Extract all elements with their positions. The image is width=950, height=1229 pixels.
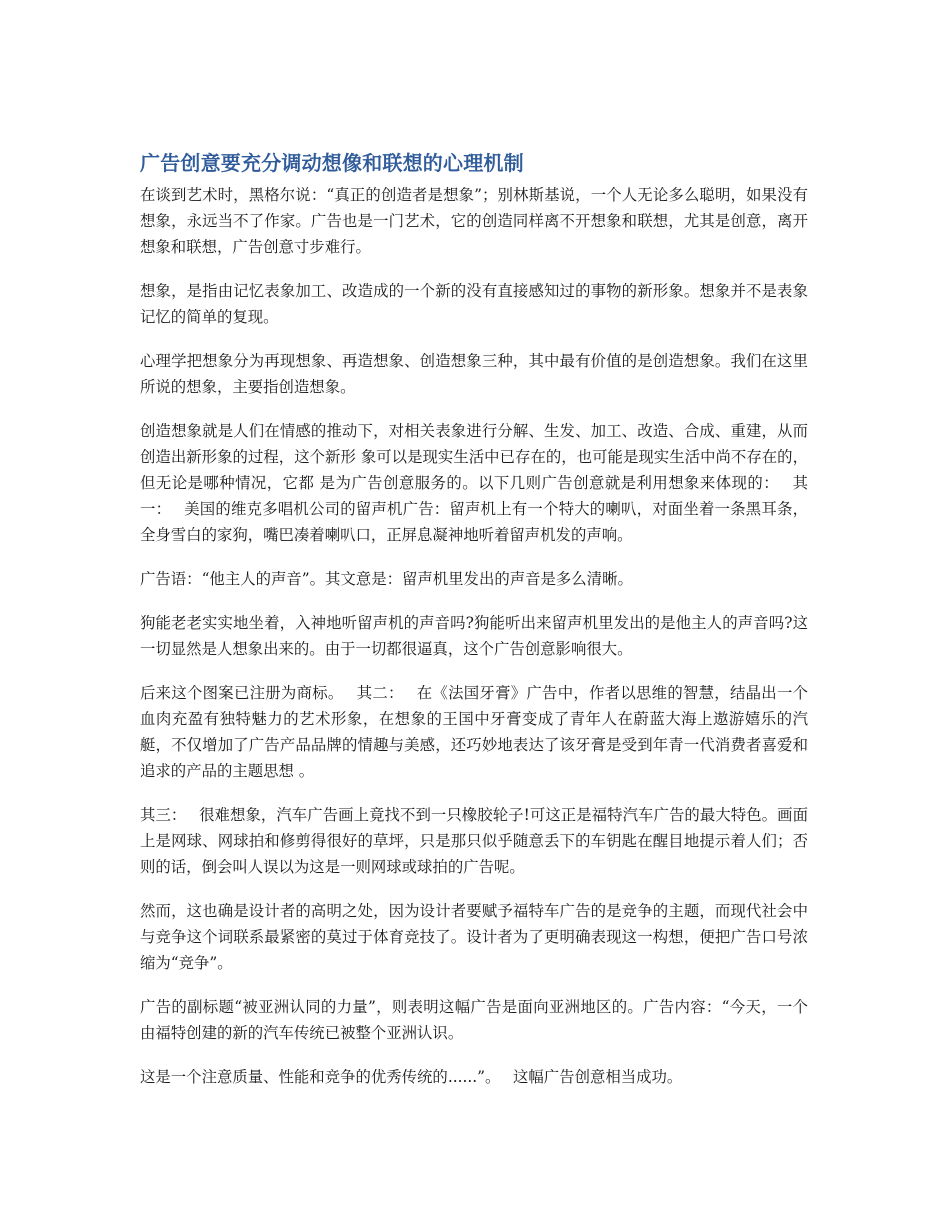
document-page — [140, 148, 808, 1108]
paragraph-9: 然而，这也确是设计者的高明之处，因为设计者要赋予福特车广告的是竞争的主题，而现代社会中与竞争这个词联系最紧密的莫过于体育竞技了。设计者为了更明确表现这一构想，便把广告口号浓缩为“竞争”。 — [140, 902, 808, 972]
paragraph-3: 心理学把想象分为再现想象、再造想象、创造想象三种，其中最有价值的是创造想象。我们在这里所说的想象，主要指创造想象。 — [140, 352, 808, 396]
paragraph-8: 其三： 很难想象，汽车广告画上竟找不到一只橡胶轮子!可这正是福特汽车广告的最大特色。画面上是网球、网球拍和修剪得很好的草坪，只是那只似乎随意丢下的车钥匙在醒目地提示着人们；否则的话，倒会叫人误以为这是一则网球或球拍的广告呢。 — [140, 806, 808, 876]
paragraph-2: 想象，是指由记忆表象加工、改造成的一个新的没有直接感知过的事物的新形象。想象并不是表象记忆的简单的复现。 — [140, 282, 808, 326]
document-title: 广告创意要充分调动想像和联想的心理机制 — [140, 151, 524, 175]
paragraph-7: 后来这个图案已注册为商标。 其二： 在《法国牙膏》广告中，作者以思维的智慧，结晶出一个血肉充盈有独特魅力的艺术形象，在想象的王国中牙膏变成了青年人在蔚蓝大海上遨游嬉乐的汽艇，不仅增加了广告产品品牌的情趣与美感，还巧妙地表达了该牙膏是受到年青一代消费者喜爱和追求的产品的主题思想 。 — [140, 684, 808, 780]
paragraph-4: 创造想象就是人们在情感的推动下，对相关表象进行分解、生发、加工、改造、合成、重建，从而创造出新形象的过程，这个新形 象可以是现实生活中已存在的，也可能是现实生活中尚不存在的，但无论是哪种情况，它都 是为广告创意服务的。以下几则广告创意就是利用想象来体现的： 其一： 美国的维克多唱机公司的留声机广告：留声机上有一个特大的喇叭，对面坐着一条黑耳条，全身雪白的家狗，嘴巴凑着喇叭口，正屏息凝神地听着留声机发的声响。 — [140, 422, 808, 544]
paragraph-5: 广告语：“他主人的声音”。其文意是：留声机里发出的声音是多么清晰。 — [140, 570, 633, 588]
paragraph-10: 广告的副标题“被亚洲认同的力量”，则表明这幅广告是面向亚洲地区的。广告内容：“今天，一个由福特创建的新的汽车传统已被整个亚洲认识。 — [140, 998, 808, 1042]
paragraph-11: 这是一个注意质量、性能和竞争的优秀传统的......”。 这幅广告创意相当成功。 — [140, 1068, 683, 1086]
paragraph-6: 狗能老老实实地坐着，入神地听留声机的声音吗?狗能听出来留声机里发出的是他主人的声音吗?这一切显然是人想象出来的。由于一切都很逼真，这个广告创意影响很大。 — [140, 614, 808, 658]
paragraph-1: 在谈到艺术时，黑格尔说：“真正的创造者是想象”；别林斯基说，一个人无论多么聪明，如果没有想象，永远当不了作家。广告也是一门艺术，它的创造同样离不开想象和联想，尤其是创意，离开想象和联想，广告创意寸步难行。 — [140, 186, 808, 256]
